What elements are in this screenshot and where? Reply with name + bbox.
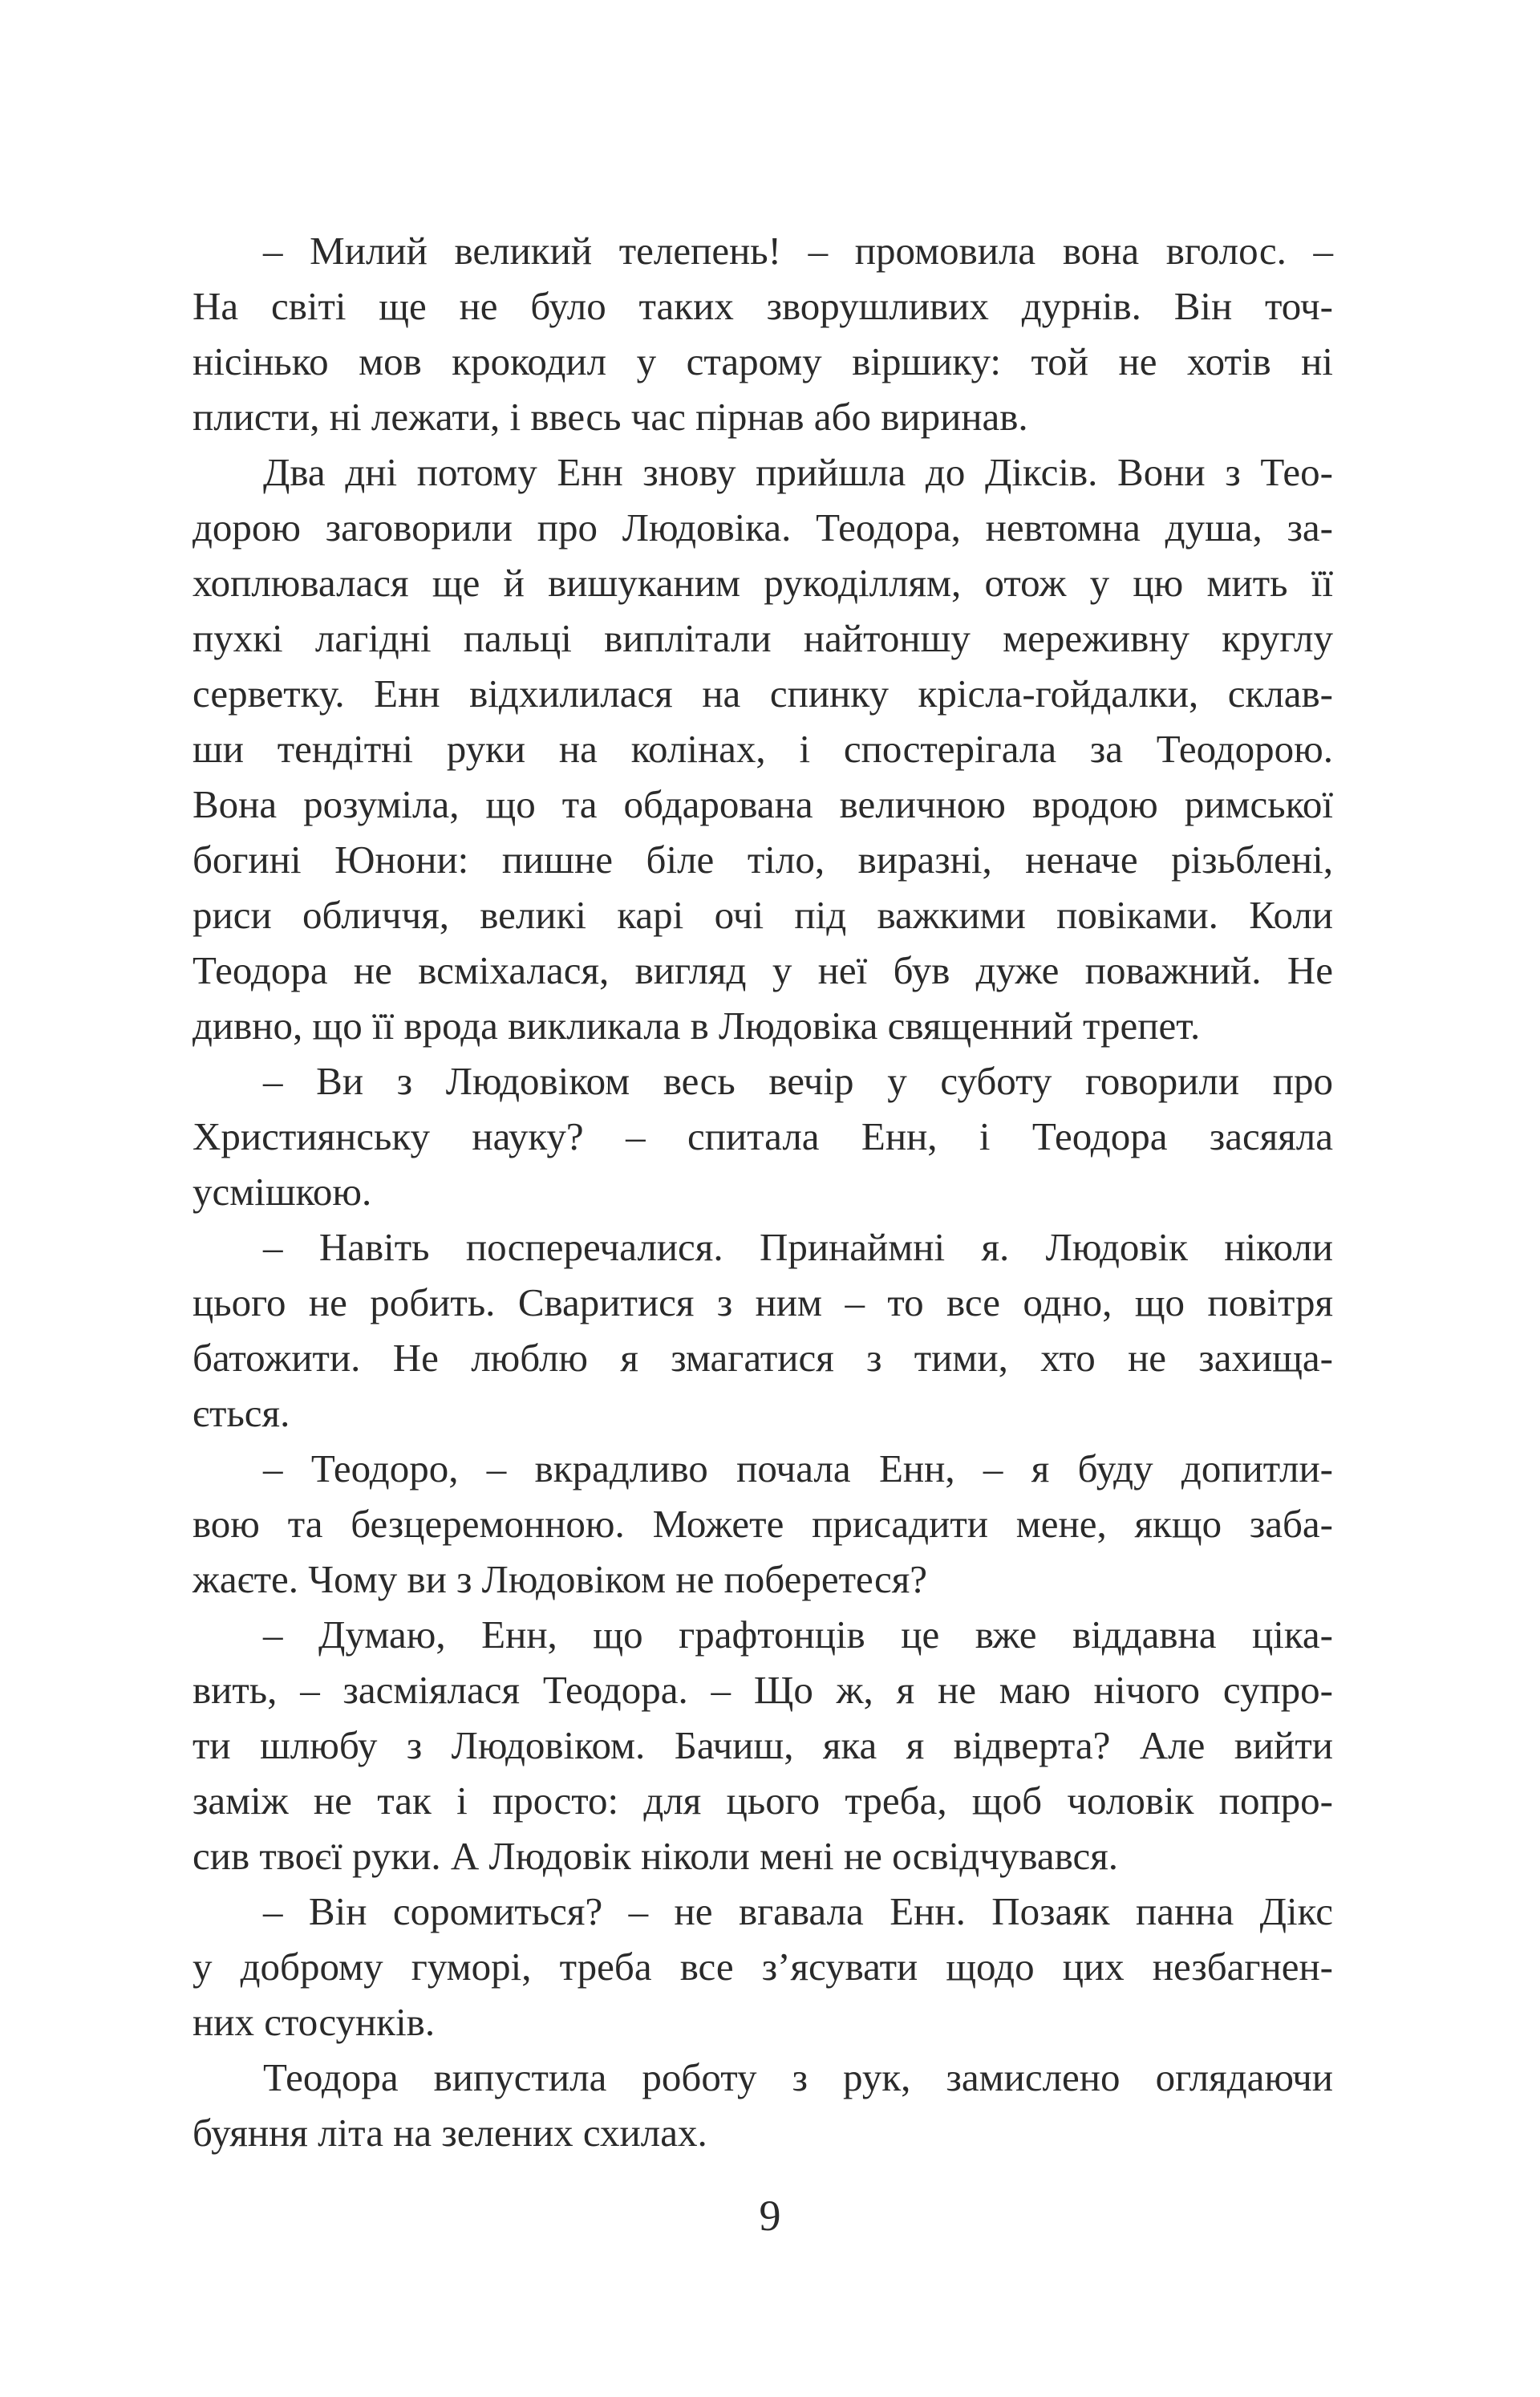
- text-line: хоплювалася ще й вишуканим рукоділлям, отож у цю мить її: [192, 561, 1333, 605]
- text-line: Християнську науку? – спитала Енн, і Теодора засяяла: [192, 1114, 1333, 1158]
- text-line: – Навіть посперечалися. Принаймні я. Людовік ніколи: [263, 1225, 1333, 1269]
- text-line: – Він соромиться? – не вгавала Енн. Позаяк панна Дікс: [263, 1889, 1333, 1933]
- text-line: них стосунків.: [192, 2000, 436, 2044]
- text-line: На світі ще не було таких зворушливих дурнів. Він точ-: [192, 284, 1333, 328]
- text-line: ши тендітні руки на колінах, і спостерігала за Теодорою.: [192, 727, 1333, 771]
- text-line: – Ви з Людовіком весь вечір у суботу говорили про: [263, 1059, 1333, 1103]
- text-line: Вона розуміла, що та обдарована величною вродою римської: [192, 782, 1333, 826]
- text-line: – Теодоро, – вкрадливо почала Енн, – я буду допитли-: [263, 1446, 1333, 1491]
- text-line: буяння літа на зелених схилах.: [192, 2111, 707, 2155]
- text-line: серветку. Енн відхилилася на спинку крісла-гойдалки, склав-: [192, 671, 1333, 716]
- text-line: богині Юнони: пишне біле тіло, виразні, неначе різьблені,: [192, 838, 1333, 882]
- text-line: риси обличчя, великі карі очі під важкими повіками. Коли: [192, 893, 1333, 937]
- page-number: 9: [759, 2192, 781, 2240]
- text-line: Теодора випустила роботу з рук, замислено оглядаючи: [263, 2055, 1333, 2099]
- text-line: ти шлюбу з Людовіком. Бачиш, яка я відверта? Але вийти: [192, 1723, 1333, 1767]
- text-line: дорою заговорили про Людовіка. Теодора, невтомна душа, за-: [192, 505, 1333, 550]
- text-line: вить, – засміялася Теодора. – Що ж, я не маю нічого супро-: [192, 1668, 1333, 1712]
- text-line: сив твоєї руки. А Людовік ніколи мені не освідчувався.: [192, 1834, 1118, 1878]
- text-line: Теодора не всміхалася, вигляд у неї був дуже поважний. Не: [192, 948, 1333, 992]
- text-line: плисти, ні лежати, і ввесь час пірнав або виринав.: [192, 395, 1028, 439]
- text-line: заміж не так і просто: для цього треба, щоб чоловік попро-: [192, 1778, 1333, 1823]
- text-line: Два дні потому Енн знову прийшла до Діксів. Вони з Тео-: [263, 450, 1333, 494]
- text-line: ється.: [192, 1391, 290, 1435]
- text-line: батожити. Не люблю я змагатися з тими, хто не захища-: [192, 1336, 1333, 1380]
- text-line: цього не робить. Сваритися з ним – то все одно, що повітря: [192, 1280, 1333, 1324]
- text-line: пухкі лагідні пальці виплітали найтоншу мереживну круглу: [192, 616, 1333, 660]
- text-line: усмішкою.: [192, 1170, 372, 1214]
- text-line: у доброму гуморі, треба все з’ясувати щодо цих незбагнен-: [192, 1945, 1333, 1989]
- text-line: нісінько мов крокодил у старому віршику: той не хотів ні: [192, 339, 1333, 383]
- text-line: вою та безцеремонною. Можете присадити мене, якщо заба-: [192, 1502, 1333, 1546]
- text-line: – Милий великий телепень! – промовила вона вголос. –: [263, 229, 1333, 273]
- text-line: жаєте. Чому ви з Людовіком не поберетеся?: [192, 1557, 927, 1601]
- text-line: – Думаю, Енн, що графтонців це вже віддавна ціка-: [263, 1612, 1333, 1657]
- body-text: [192, 223, 1333, 2160]
- text-line: дивно, що її врода викликала в Людовіка священний трепет.: [192, 1004, 1201, 1048]
